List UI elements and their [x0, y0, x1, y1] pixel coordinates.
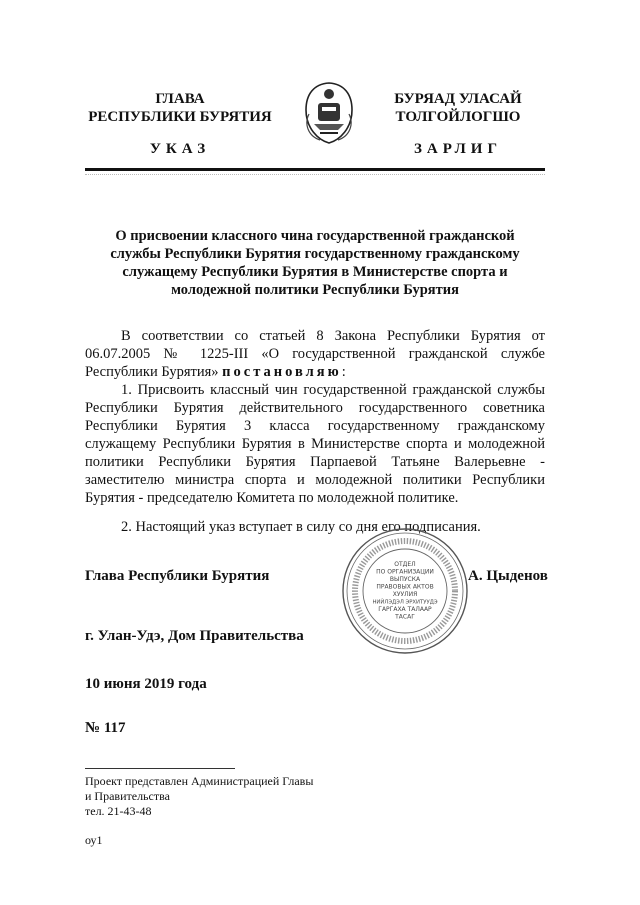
footer-code: оу1: [85, 833, 103, 847]
footer-rule: [85, 768, 235, 769]
seal-line-7: ГАРГАХА ТАЛААР: [378, 606, 432, 613]
issue-place: г. Улан-Удэ, Дом Правительства: [85, 628, 304, 644]
clause-1: 1. Присвоить классный чин государственной гражданской службы Республики Бурятия действительного государственного советника Республики Бурятия 3 класса государственному гражданскому служащему Республики Бурятия в Министерстве спорта и молодежной политики Республики Бурятия Парпаевой Татьяне Валерьевне - заместителю министра спорта и молодежной политики Республики Бурятия - председателю Комитета по молодежной политике.: [85, 382, 545, 506]
footer-line-2: и Правительства: [85, 789, 170, 803]
decree-number: № 117: [85, 720, 126, 736]
preamble-text: В соответствии со статьей 8 Закона Республики Бурятия от 06.07.2005 № 1225-III «О государственной гражданской службе Республики Бурятия»: [85, 328, 545, 380]
seal-line-2: ПО ОРГАНИЗАЦИИ: [376, 568, 434, 576]
header-rule: [85, 168, 545, 171]
header-left-line1: ГЛАВА: [155, 91, 205, 107]
seal-line-6: НИЙЛЭДЭЛ ЭРХИТУУДЭ: [372, 599, 438, 606]
decree-label-bur: ЗАРЛИГ: [413, 141, 503, 157]
header-dotted-rule: [85, 174, 545, 175]
header-right: [378, 90, 538, 126]
seal-line-8: ТАСАГ: [395, 613, 415, 621]
issue-date: 10 июня 2019 года: [85, 676, 207, 692]
signatory-name: А. Цыденов: [468, 568, 548, 584]
header-right-line2: ТОЛГОЙЛОГШО: [395, 109, 521, 125]
seal-line-5: ХУУЛИЯ: [392, 591, 418, 598]
seal-line-3: ВЫПУСКА: [389, 576, 421, 583]
preamble-resolve-word: постановляю: [222, 364, 342, 380]
decree-label-ru: УКАЗ: [149, 141, 211, 157]
coat-of-arms-icon: [298, 80, 360, 146]
header-left-line2: РЕСПУБЛИКИ БУРЯТИЯ: [88, 109, 272, 125]
decree-title: О присвоении классного чина государственной гражданской службы Республики Бурятия государственному гражданскому служащему Республики Бурятия в Министерстве спорта и молодежной политики Республики Бурятия: [110, 228, 520, 298]
footer-line-1: Проект представлен Администрацией Главы: [85, 774, 314, 788]
seal-line-4: ПРАВОВЫХ АКТОВ: [376, 583, 434, 591]
clause-2: 2. Настоящий указ вступает в силу со дня его подписания.: [121, 519, 481, 535]
seal-line-1: ОТДЕЛ: [394, 561, 416, 568]
footer-phone: тел. 21-43-48: [85, 804, 152, 818]
preamble-end: :: [341, 364, 346, 380]
signatory-position: Глава Республики Бурятия: [85, 568, 270, 584]
header-left: [85, 90, 275, 126]
header-right-line1: БУРЯАД УЛАСАЙ: [394, 91, 522, 107]
official-seal-stamp: [340, 526, 470, 656]
preamble-paragraph: [85, 327, 545, 381]
